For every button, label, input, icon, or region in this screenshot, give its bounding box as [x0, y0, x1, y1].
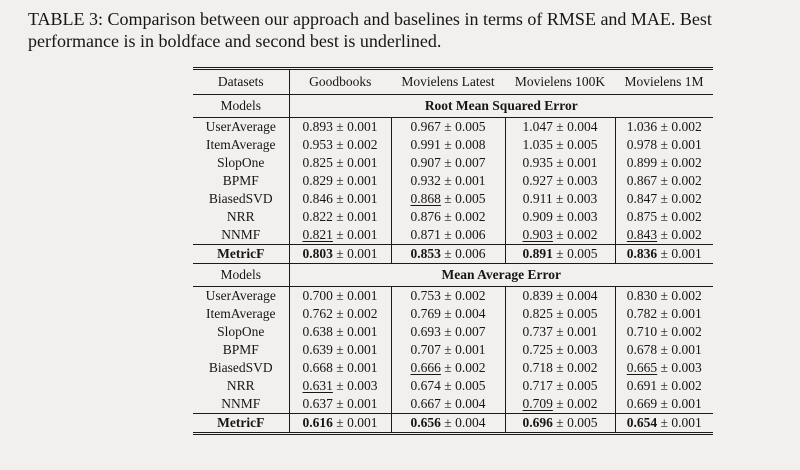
metric-value: 0.927 [522, 173, 553, 189]
metric-error: ± 0.007 [440, 324, 486, 340]
metric-error: ± 0.002 [657, 155, 702, 171]
metric-value: 0.718 [522, 360, 553, 376]
metric-error: ± 0.003 [332, 378, 378, 394]
metric-value-cell [505, 190, 615, 208]
metric-value: 0.836 [626, 246, 658, 262]
model-row [193, 244, 713, 263]
metric-error: ± 0.005 [552, 246, 598, 262]
metric-value-cell [505, 413, 615, 433]
metric-error: ± 0.001 [657, 306, 702, 322]
model-name-cell: BiasedSVD [208, 191, 273, 207]
metric-error: ± 0.004 [440, 306, 486, 322]
metric-value-cell [289, 305, 391, 323]
metric-value-cell [391, 244, 505, 263]
metric-value-cell [391, 154, 505, 172]
model-row [193, 395, 713, 414]
metric-error: ± 0.001 [332, 209, 378, 225]
metric-value-cell [391, 377, 505, 395]
metric-value-cell [615, 305, 713, 323]
metric-value: 0.769 [410, 306, 441, 322]
metric-value: 0.709 [522, 396, 553, 412]
metric-error: ± 0.001 [552, 155, 598, 171]
metric-error: ± 0.001 [332, 360, 378, 376]
metric-value-cell [505, 136, 615, 154]
model-row [193, 136, 713, 154]
metric-value-cell [505, 154, 615, 172]
model-row [193, 377, 713, 395]
table-caption-text: TABLE 3: Comparison between our approach and baselines in terms of RMSE and MAE. Best performance is in boldface and second best is underlined. [28, 9, 712, 52]
metric-value: 0.674 [410, 378, 441, 394]
metric-value: 0.991 [410, 137, 441, 153]
metric-value: 0.616 [302, 415, 333, 431]
metric-value: 0.876 [410, 209, 441, 225]
metric-value-cell [289, 117, 391, 136]
metric-value: 0.932 [410, 173, 441, 189]
metric-error: ± 0.002 [657, 209, 702, 225]
model-row [193, 208, 713, 226]
metric-error: ± 0.003 [552, 191, 598, 207]
metric-value: 1.047 [522, 119, 553, 135]
model-name-cell: ItemAverage [206, 137, 276, 153]
model-name-cell: NRR [226, 378, 255, 394]
metric-value-cell [505, 226, 615, 245]
metric-value: 0.829 [302, 173, 333, 189]
metric-error: ± 0.001 [657, 415, 702, 431]
metric-error: ± 0.005 [552, 378, 598, 394]
metric-value: 0.825 [522, 306, 553, 322]
metric-value: 0.893 [302, 119, 333, 135]
table-caption [28, 8, 744, 53]
model-name-cell: UserAverage [205, 288, 276, 304]
metric-value-cell [505, 359, 615, 377]
metric-value-cell [391, 136, 505, 154]
model-row [193, 341, 713, 359]
metric-value-cell [391, 226, 505, 245]
metric-error: ± 0.001 [332, 324, 378, 340]
metric-value-cell [505, 305, 615, 323]
model-row [193, 323, 713, 341]
metric-error: ± 0.001 [657, 246, 702, 262]
metric-value: 0.782 [626, 306, 658, 322]
metric-error: ± 0.005 [440, 378, 486, 394]
metric-value: 0.822 [302, 209, 333, 225]
metric-value: 0.631 [302, 378, 333, 394]
metric-value: 0.753 [410, 288, 441, 304]
metric-error: ± 0.004 [440, 415, 486, 431]
metric-value-cell [289, 341, 391, 359]
metric-value-cell [289, 136, 391, 154]
metric-value-cell [289, 359, 391, 377]
model-name-cell: MetricF [193, 244, 289, 263]
metric-error: ± 0.002 [657, 288, 702, 304]
metric-value-cell [505, 172, 615, 190]
metric-value-cell [289, 208, 391, 226]
model-row [193, 413, 713, 433]
metric-error: ± 0.001 [657, 342, 702, 358]
dataset-column-goodbooks: Goodbooks [289, 68, 391, 94]
metric-value-cell [289, 190, 391, 208]
metric-value: 0.978 [626, 137, 658, 153]
section-header-row [193, 94, 713, 117]
results-table [193, 67, 713, 435]
model-name-cell: NRR [226, 209, 255, 225]
model-name-cell: BPMF [222, 173, 259, 189]
metric-value-cell [505, 286, 615, 305]
metric-value: 0.638 [302, 324, 333, 340]
metric-value-cell [615, 190, 713, 208]
metric-value: 0.667 [410, 396, 441, 412]
metric-value-cell [289, 154, 391, 172]
metric-value-cell [615, 136, 713, 154]
metric-error: ± 0.003 [552, 173, 598, 189]
model-row [193, 359, 713, 377]
paper-page [0, 8, 800, 435]
metric-value-cell [289, 244, 391, 263]
metric-value: 0.678 [626, 342, 658, 358]
metric-error: ± 0.001 [332, 288, 378, 304]
metric-value: 0.666 [410, 360, 441, 376]
metric-error: ± 0.003 [552, 342, 598, 358]
model-name-cell: ItemAverage [206, 306, 276, 322]
metric-value-cell [615, 172, 713, 190]
metric-value: 0.725 [522, 342, 553, 358]
metric-error: ± 0.005 [440, 119, 486, 135]
metric-value-cell [391, 395, 505, 414]
metric-value: 0.656 [410, 415, 441, 431]
model-name-cell: NNMF [221, 396, 261, 412]
model-name-cell: SlopOne [217, 324, 265, 340]
model-name-cell: UserAverage [205, 119, 276, 135]
metric-error: ± 0.002 [440, 288, 486, 304]
dataset-column-movielens-1m: Movielens 1M [615, 68, 713, 94]
metric-value: 0.830 [626, 288, 658, 304]
metric-value-cell [391, 413, 505, 433]
metric-value-cell [615, 323, 713, 341]
metric-error: ± 0.002 [657, 378, 702, 394]
metric-value: 0.700 [302, 288, 333, 304]
model-row [193, 154, 713, 172]
model-name-cell: SlopOne [217, 155, 265, 171]
metric-value-cell [615, 341, 713, 359]
model-row [193, 172, 713, 190]
metric-error: ± 0.003 [552, 209, 598, 225]
model-name-cell: NNMF [221, 227, 261, 243]
metric-error: ± 0.004 [440, 396, 486, 412]
metric-value: 0.696 [522, 415, 553, 431]
metric-error: ± 0.001 [657, 137, 702, 153]
metric-value-cell [289, 323, 391, 341]
metric-error: ± 0.001 [332, 246, 378, 262]
metric-value: 0.935 [522, 155, 553, 171]
metric-value: 0.825 [302, 155, 333, 171]
metric-error: ± 0.002 [552, 360, 598, 376]
metric-value: 0.717 [522, 378, 553, 394]
model-row [193, 286, 713, 305]
metric-value: 0.762 [302, 306, 333, 322]
model-row [193, 117, 713, 136]
metric-value-cell [615, 154, 713, 172]
metric-value: 0.868 [410, 191, 441, 207]
metric-value: 1.035 [522, 137, 553, 153]
metric-error: ± 0.001 [332, 191, 378, 207]
metric-value: 0.843 [626, 227, 658, 243]
metric-value: 0.821 [302, 227, 333, 243]
dataset-column-movielens-100k: Movielens 100K [505, 68, 615, 94]
metric-error: ± 0.002 [657, 173, 702, 189]
metric-error: ± 0.005 [552, 415, 598, 431]
models-header-label: Models [193, 263, 289, 286]
metric-error: ± 0.004 [552, 288, 598, 304]
metric-value: 0.847 [626, 191, 658, 207]
metric-value-cell [289, 395, 391, 414]
metric-value: 0.654 [626, 415, 658, 431]
metric-value-cell [391, 172, 505, 190]
metric-value: 0.803 [302, 246, 333, 262]
metric-value: 0.875 [626, 209, 658, 225]
metric-error: ± 0.002 [657, 227, 702, 243]
metric-error: ± 0.001 [332, 119, 378, 135]
metric-error: ± 0.002 [332, 306, 378, 322]
metric-error: ± 0.002 [657, 119, 702, 135]
metric-error: ± 0.001 [657, 396, 702, 412]
metric-error: ± 0.006 [440, 227, 486, 243]
section-header-row [193, 263, 713, 286]
metric-value: 0.710 [626, 324, 658, 340]
metric-value-cell [289, 286, 391, 305]
metric-value: 0.693 [410, 324, 441, 340]
dataset-column-movielens-latest: Movielens Latest [391, 68, 505, 94]
metric-value-cell [391, 305, 505, 323]
metric-value-cell [505, 395, 615, 414]
metric-value: 0.691 [626, 378, 658, 394]
section-title: Mean Average Error [289, 263, 713, 286]
metric-value: 0.899 [626, 155, 658, 171]
model-name-cell: BiasedSVD [208, 360, 273, 376]
metric-value-cell [391, 341, 505, 359]
metric-value-cell [391, 286, 505, 305]
metric-value: 0.707 [410, 342, 441, 358]
metric-value-cell [391, 208, 505, 226]
metric-value: 0.637 [302, 396, 333, 412]
metric-value: 0.953 [302, 137, 333, 153]
metric-value: 0.867 [626, 173, 658, 189]
metric-value-cell [505, 341, 615, 359]
metric-error: ± 0.002 [552, 396, 598, 412]
metric-value: 0.839 [522, 288, 553, 304]
metric-value: 0.639 [302, 342, 333, 358]
metric-value-cell [615, 117, 713, 136]
metric-error: ± 0.001 [440, 173, 486, 189]
metric-error: ± 0.001 [332, 155, 378, 171]
datasets-header-label: Datasets [193, 68, 289, 94]
metric-value: 0.871 [410, 227, 441, 243]
metric-error: ± 0.004 [552, 119, 598, 135]
metric-error: ± 0.001 [332, 173, 378, 189]
metric-value: 0.665 [626, 360, 658, 376]
metric-value-cell [505, 377, 615, 395]
metric-value-cell [615, 226, 713, 245]
metric-value-cell [289, 413, 391, 433]
model-name-cell: BPMF [222, 342, 259, 358]
metric-value-cell [505, 244, 615, 263]
metric-error: ± 0.005 [552, 306, 598, 322]
metric-value-cell [505, 323, 615, 341]
metric-value: 0.911 [522, 191, 553, 207]
metric-error: ± 0.002 [657, 191, 702, 207]
metric-error: ± 0.006 [440, 246, 486, 262]
metric-value: 0.909 [522, 209, 553, 225]
metric-error: ± 0.002 [440, 360, 486, 376]
metric-error: ± 0.003 [657, 360, 702, 376]
metric-value-cell [391, 117, 505, 136]
metric-value-cell [615, 286, 713, 305]
metric-value-cell [505, 208, 615, 226]
metric-error: ± 0.001 [332, 415, 378, 431]
metric-error: ± 0.002 [440, 209, 486, 225]
metric-value-cell [615, 208, 713, 226]
metric-value: 0.903 [522, 227, 553, 243]
metric-error: ± 0.001 [552, 324, 598, 340]
metric-error: ± 0.002 [332, 137, 378, 153]
models-header-label: Models [193, 94, 289, 117]
metric-value: 0.891 [522, 246, 553, 262]
metric-value-cell [615, 413, 713, 433]
metric-error: ± 0.001 [332, 396, 378, 412]
metric-value: 0.907 [410, 155, 441, 171]
metric-value: 0.668 [302, 360, 333, 376]
metric-value-cell [615, 359, 713, 377]
datasets-header-row [193, 68, 713, 94]
metric-error: ± 0.005 [552, 137, 598, 153]
metric-value-cell [615, 244, 713, 263]
model-row [193, 190, 713, 208]
section-title: Root Mean Squared Error [289, 94, 713, 117]
metric-error: ± 0.002 [657, 324, 702, 340]
metric-value-cell [289, 226, 391, 245]
metric-value: 0.669 [626, 396, 658, 412]
metric-error: ± 0.001 [332, 227, 378, 243]
model-row [193, 226, 713, 245]
metric-value-cell [391, 323, 505, 341]
metric-value-cell [391, 359, 505, 377]
metric-value: 1.036 [626, 119, 658, 135]
metric-value: 0.967 [410, 119, 441, 135]
metric-error: ± 0.001 [332, 342, 378, 358]
metric-value: 0.737 [522, 324, 553, 340]
metric-value-cell [289, 377, 391, 395]
metric-error: ± 0.005 [440, 191, 486, 207]
metric-value-cell [289, 172, 391, 190]
metric-value-cell [391, 190, 505, 208]
metric-value-cell [615, 395, 713, 414]
metric-error: ± 0.008 [440, 137, 486, 153]
metric-error: ± 0.007 [440, 155, 486, 171]
model-name-cell: MetricF [193, 413, 289, 433]
metric-error: ± 0.002 [552, 227, 598, 243]
metric-value: 0.846 [302, 191, 333, 207]
metric-value-cell [615, 377, 713, 395]
metric-value: 0.853 [410, 246, 441, 262]
metric-error: ± 0.001 [440, 342, 486, 358]
metric-value-cell [505, 117, 615, 136]
model-row [193, 305, 713, 323]
